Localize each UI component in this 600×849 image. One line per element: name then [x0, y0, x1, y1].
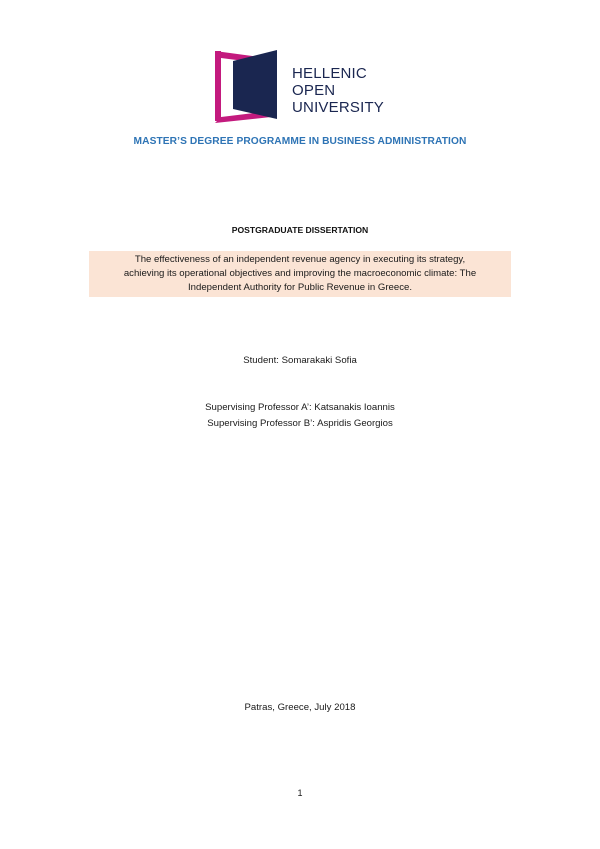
supervisor-a: Supervising Professor A’: Katsanakis Ioannis — [205, 402, 395, 413]
supervisor-b: Supervising Professor B’: Aspridis Georgios — [207, 418, 393, 429]
programme-heading: MASTER’S DEGREE PROGRAMME IN BUSINESS ADMINISTRATION — [133, 136, 467, 147]
student-name: Student: Somarakaki Sofia — [243, 355, 357, 366]
logo-line-university: UNIVERSITY — [292, 99, 385, 116]
logo-line-open: OPEN — [292, 82, 336, 99]
logo-wordmark — [292, 65, 384, 116]
title-line-2: achieving its operational objectives and improving the macroeconomic climate: The — [123, 268, 477, 279]
logo-line-hellenic: HELLENIC — [292, 65, 367, 82]
university-logo — [215, 47, 390, 125]
place-date: Patras, Greece, July 2018 — [244, 702, 356, 713]
dissertation-label: POSTGRADUATE DISSERTATION — [231, 225, 369, 235]
title-line-3: Independent Authority for Public Revenue in Greece. — [188, 282, 412, 293]
title-line-1: The effectiveness of an independent revenue agency in executing its strategy, — [134, 254, 466, 265]
page-number: 1 — [297, 788, 303, 798]
dissertation-title-box — [89, 251, 511, 297]
